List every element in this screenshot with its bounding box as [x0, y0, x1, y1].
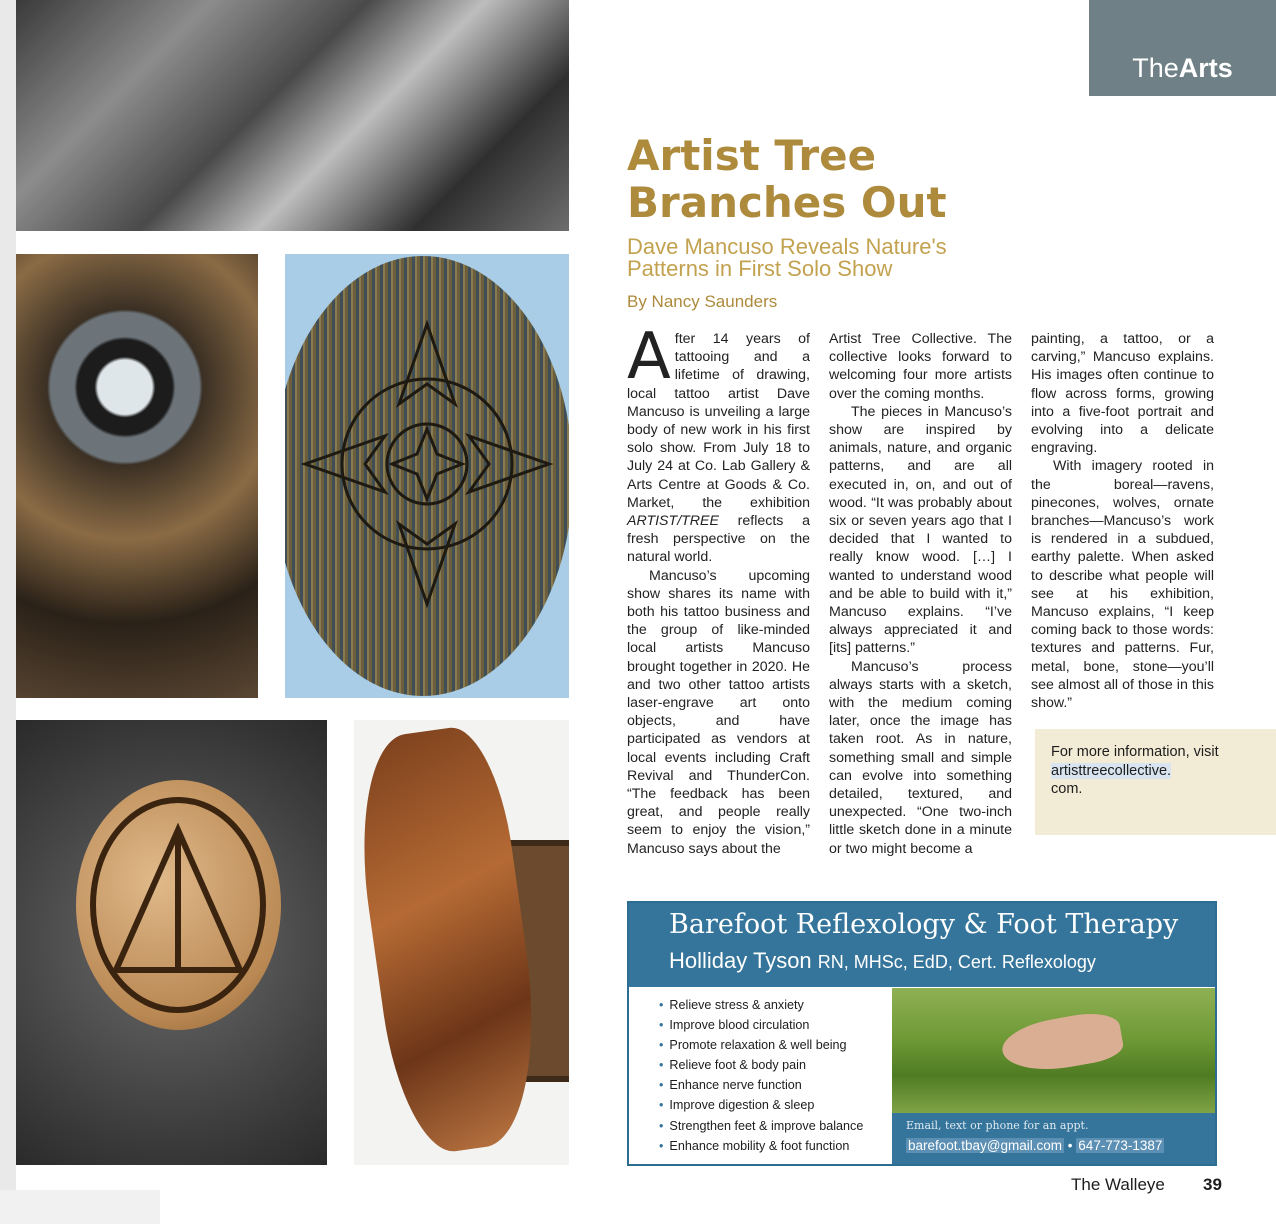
list-item: • Relieve stress & anxiety	[659, 995, 863, 1015]
section-tag	[1089, 0, 1276, 96]
ad-subtitle	[669, 948, 1096, 974]
col2-paragraph-1: Artist Tree Collective. The collective looks forward to welcoming four more artists over the coming months.	[829, 331, 1012, 402]
subheadline	[627, 236, 1047, 280]
section-prefix: The	[1132, 52, 1179, 83]
photo-driftwood-carving	[354, 720, 569, 1165]
col2-paragraph-3: Mancuso’s process always starts with a sketch, with the medium coming later, once the image has taken root. As in nature, something small and simple can evolve into something detailed, textured, and unexpected. “One two-inch little sketch done in a minute or two might become a	[829, 658, 1012, 857]
ad-separator: •	[1067, 1138, 1073, 1153]
ad-contact-line	[906, 1138, 1164, 1153]
col3-paragraph-1: painting, a tattoo, or a carving,” Mancuso explains. His images often continue to flow across forms, growing into a five-foot portrait and evolving into a delicate engraving.	[1031, 331, 1214, 457]
photo-owl-eye	[16, 254, 258, 698]
col1-text-a: fter 14 years of tattooing and a lifetime of drawing, local tattoo artist Dave Mancuso is unveiling a large body of new work in his first solo show. From July 18 to July 24 at Co. Lab Gallery & Arts Centre at Goods & Co. Market, the exhibition	[627, 331, 810, 511]
ad-contact-bar	[892, 1113, 1215, 1164]
col1-text-b: reflects a fresh perspective on the natural world.	[627, 513, 810, 566]
ad-title: Barefoot Reflexology & Foot Therapy	[669, 909, 1179, 940]
list-item: • Relieve foot & body pain	[659, 1055, 863, 1075]
list-item: • Enhance mobility & foot function	[659, 1136, 863, 1156]
list-item: • Enhance nerve function	[659, 1075, 863, 1095]
headline-line-2: Branches Out	[627, 178, 947, 227]
mandala-pattern-icon	[285, 254, 569, 698]
col1-paragraph-2: Mancuso’s upcoming show shares its name with both his tattoo business and the group of like-minded local artists Mancuso brought together in 2020. He and two other tattoo artists laser-engrave art onto objects, and have participated as vendors at local events including Craft Revival and ThunderCon. “The feedback has been great, and people really seem to enjoy the vision,” Mancuso says about the	[627, 567, 810, 857]
list-item: • Improve blood circulation	[659, 1015, 863, 1035]
ad-phone-link[interactable]: 647-773-1387	[1078, 1138, 1163, 1153]
list-item: • Strengthen feet & improve balance	[659, 1116, 863, 1136]
ad-header	[629, 903, 1215, 987]
article-column-2	[829, 330, 1012, 858]
headline	[627, 132, 1087, 226]
photo-engraved-mandala	[285, 254, 569, 698]
photo-carving-hands	[16, 0, 569, 231]
ad-benefits-list	[659, 995, 863, 1156]
info-box	[1035, 729, 1276, 835]
page-corner	[0, 1190, 160, 1224]
ad-credentials: RN, MHSc, EdD, Cert. Reflexology	[817, 952, 1096, 972]
col2-paragraph-2: The pieces in Mancuso’s show are inspired by animals, nature, and organic patterns, and are all executed in, on, and out of wood. “It was probably about six or seven years ago that I decided that I wanted to really know wood. […] I wanted to understand wood and be able to build with it,” Mancuso explains. “I’ve always appreciated it and [its] patterns.”	[829, 403, 1012, 657]
info-link[interactable]: artisttreecollective.	[1051, 762, 1172, 779]
section-bold: Arts	[1178, 52, 1233, 83]
list-item: • Promote relaxation & well being	[659, 1035, 863, 1055]
page-number: 39	[1203, 1175, 1222, 1194]
ad-photo-feet-on-grass	[892, 988, 1215, 1113]
headline-line-1: Artist Tree	[627, 131, 877, 180]
exhibition-title: ARTIST/TREE	[627, 513, 719, 530]
subhead-line-2: Patterns in First Solo Show	[627, 256, 893, 281]
carved-driftwood	[354, 722, 552, 1159]
article-column-3	[1031, 330, 1214, 712]
ad-contact-label: Email, text or phone for an appt.	[906, 1119, 1089, 1132]
col3-paragraph-2: With imagery rooted in the boreal—ravens, pinecones, wolves, ornate branches—Mancuso’s work is rendered in a subdued, earthy palette. When asked to describe what people will see at his exhibition, Mancuso explains, “I keep coming back to those words: textures and patterns. Fur, metal, bone, stone—you’ll see almost all of those in this show.”	[1031, 458, 1214, 712]
tree-logo-icon	[16, 720, 327, 1165]
info-link-end[interactable]: com.	[1051, 781, 1083, 797]
article-column-1	[627, 320, 810, 858]
page-edge	[0, 0, 16, 1224]
bare-foot	[999, 1008, 1126, 1078]
list-item: • Improve digestion & sleep	[659, 1095, 863, 1115]
info-text: For more information, visit	[1051, 744, 1219, 760]
drop-cap: A	[627, 320, 671, 394]
reflexology-ad	[627, 901, 1217, 1166]
byline: By Nancy Saunders	[627, 292, 778, 311]
ad-email-link[interactable]: barefoot.tbay@gmail.com	[908, 1138, 1063, 1153]
photo-logo-coin	[16, 720, 327, 1165]
ad-practitioner-name: Holliday Tyson	[669, 948, 812, 973]
subhead-line-1: Dave Mancuso Reveals Nature's	[627, 234, 947, 259]
footer-publication: The Walleye	[1071, 1175, 1165, 1194]
